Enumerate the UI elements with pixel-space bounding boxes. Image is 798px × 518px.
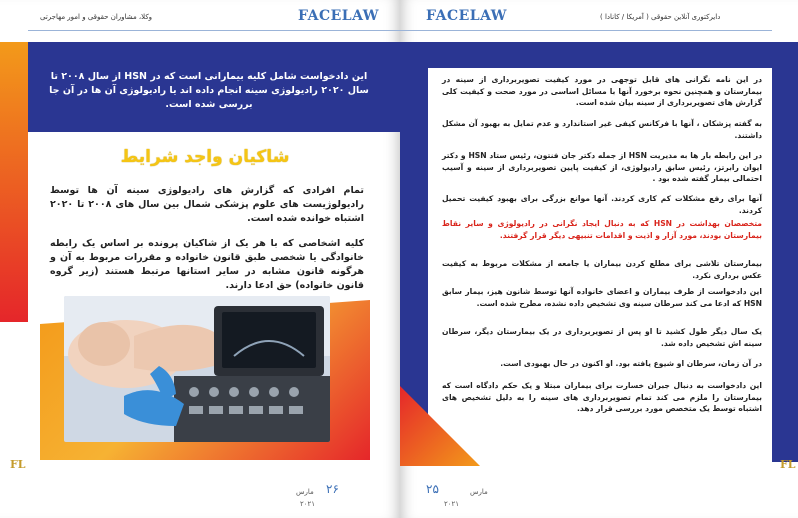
eligibility-paragraph-1: تمام افرادی که گزارش های رادیولوژی سینه آن ها توسط رادیولوژیست های علوم پزشکی شمال بین سال های ۲۰۰۸ تا ۲۰۲۰ اشتباه خوانده شده است. (50, 185, 365, 224)
intro-text: این دادخواست شامل کلیه بیمارانی است که در HSN از سال ۲۰۰۸ تا سال ۲۰۲۰ رادیولوژی سینه انجام داده اند یا رادیولوژی آن ها در آن جا بررسی شده است. (49, 71, 369, 110)
page-number-left: ۲۶ (326, 482, 339, 496)
section-heading: شاکیان واجد شرایط (120, 147, 290, 167)
footer-year-right: ۲۰۲۱ (444, 500, 460, 508)
header-subtitle-right: دایرکتوری آنلاین حقوقی ( آمریکا / کانادا ) (600, 13, 721, 21)
footer-month-left: مارس (296, 488, 314, 496)
right-page (400, 0, 798, 518)
article-paragraph-8: یک سال دیگر طول کشید تا او پس از تصویربرداری در یک بیمارستان دیگر، سرطان سینه اش تشخیص داده شد. (442, 327, 762, 348)
article-paragraph-6: بیمارستان تلاشی برای مطلع کردن بیماران یا جامعه از مشکلات مربوط به کیفیت عکس برداری نکرد. (442, 259, 762, 280)
frame-top-band (400, 42, 772, 68)
article-paragraph-4: آنها برای رفع مشکلات کم کاری کردند. آنها موانع بزرگی برای بهبود کیفیت تحمیل کردند. (442, 194, 762, 215)
brand-title-left: FACELAW (298, 8, 380, 24)
footer-month-right: مارس (470, 488, 488, 496)
side-accent-strip (0, 42, 28, 322)
ultrasound-illustration (64, 296, 330, 442)
article-paragraph-2: به گفته پزشکان ، آنها با فرکانس کیفی غیر استاندارد و عدم تمایل به بهبود آن مشکل داشتند. (442, 119, 762, 140)
header-subtitle-left: وکلا، مشاوران حقوقی و امور مهاجرتی (40, 13, 153, 21)
footer-year-left: ۲۰۲۱ (300, 500, 316, 508)
header-divider-right (400, 30, 772, 31)
brand-logo-left: FL (10, 458, 26, 471)
article-paragraph-9: در آن زمان، سرطان او شیوع یافته بود. او اکنون در حال بهبودی است. (500, 359, 762, 368)
brand-title-right: FACELAW (426, 8, 508, 24)
ultrasound-photo (64, 296, 330, 442)
brand-logo-right: FL (780, 458, 796, 471)
eligibility-paragraph-2: کلیه اشخاصی که با هر یک از شاکیان پرونده بر اساس یک رابطه خانوادگی یا شخصی طبق قانون خانواده و مقررات مربوط به آن و هرگونه قانون مشابه در سایر استانها مرتبط هستند (زیر گروه قانون خانواده) حق ادعا دارند. (50, 238, 364, 291)
article-paragraph-10: این دادخواست به دنبال جبران خسارت برای بیماران مبتلا و یک حکم دادگاه است که بیمارستان را ملزم می کند تمام تصویربرداری های سینه را به دلیل تشخیص های اشتباه توسط یک متخصص مورد بررسی قرار دهد. (442, 381, 762, 413)
article-paragraph-7: این دادخواست از طرف بیماران و اعضای خانواده آنها توسط شانون هیز، بیمار سابق HSN که ادعا می کند سرطان سینه وی تشخیص داده نشده، مطرح شده است. (442, 287, 762, 308)
header-divider (28, 30, 400, 31)
article-paragraph-3: در این رابطه بار ها به مدیریت HSN از جمله دکتر جان فنتون، رئیس ستاد HSN و دکتر ایوان رابرتز، رئیس سابق رادیولوژی، از کیفیت پایین تصویربرداری از سینه و آسیب احتمالی بیمار گفته شده بود . (442, 151, 763, 183)
page-number-right: ۲۵ (426, 482, 439, 496)
article-paragraph-1: در این نامه نگرانی های قابل توجهی در مورد کیفیت تصویربرداری از سینه در بیمارستان و همچنین نحوه برخورد آنها با مسائل اساسی در مورد صحت و کیفیت کلی گزارش های تصویربرداری از سینه بیان شده است. (442, 75, 762, 107)
side-strip-right (772, 42, 798, 462)
article-paragraph-highlight: متخصصان بهداشت در HSN که به دنبال ایجاد نگرانی در رادیولوژی و سایر نقاط بیمارستان بودند، مورد آزار و اذیت و اقدامات تنبیهی دیگر قرار گرفتند. (442, 219, 763, 240)
